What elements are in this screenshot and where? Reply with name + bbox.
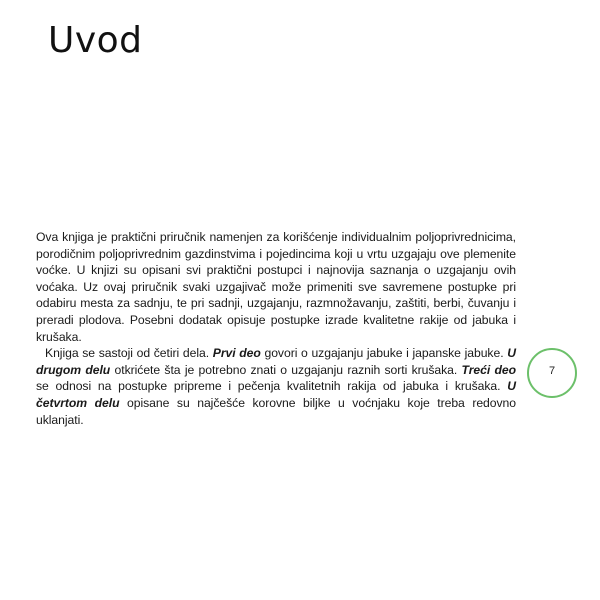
chapter-heading: Uvod (48, 20, 143, 61)
page-number: 7 (548, 365, 556, 377)
part4-label: U četvrtom delu (36, 379, 516, 410)
structure-paragraph (36, 345, 516, 428)
page-number-badge (527, 348, 577, 398)
part1-label: Prvi deo (212, 346, 261, 361)
structure-intro: Knjiga se sastoji od četiri dela. (45, 346, 213, 361)
part2-text: otkrićete šta je potrebno znati o uzgajanju raznih sorti krušaka. (110, 362, 462, 377)
part4-text: opisane su najčešće korovne biljke u voćnjaku koje treba redovno uklanjati. (36, 395, 517, 427)
part3-text: se odnosi na postupke pripreme i pečenja kvalitetnih rakija od jabuka i krušaka. (36, 379, 508, 394)
part3-label: Treći deo (461, 362, 517, 377)
body-text (36, 229, 516, 428)
part1-text: govori o uzgajanju jabuke i japanske jabuke. (260, 346, 508, 361)
intro-paragraph: Ova knjiga je praktični priručnik namenjen za korišćenje individualnim poljoprivrednicima, porodičnim poljoprivrednim gazdinstvima i pojedincima koji u vrtu uzgajaju ove plemenite voćke. U knjizi su opisani svi praktični postupci i najnovija saznanja o uzgajanju ovih voćaka. Uz ovaj priručnik svaki uzgajivač može primeniti sve savremene postupke pri odabiru mesta za sadnju, te pri sadnji, uzgajanju, razmnožavanju, zaštiti, berbi, čuvanju i preradi plodova. Posebni dodatak opisuje postupke izrade kvalitetne rakije od jabuka i krušaka. (36, 230, 516, 344)
part2-label: U drugom delu (36, 346, 516, 377)
